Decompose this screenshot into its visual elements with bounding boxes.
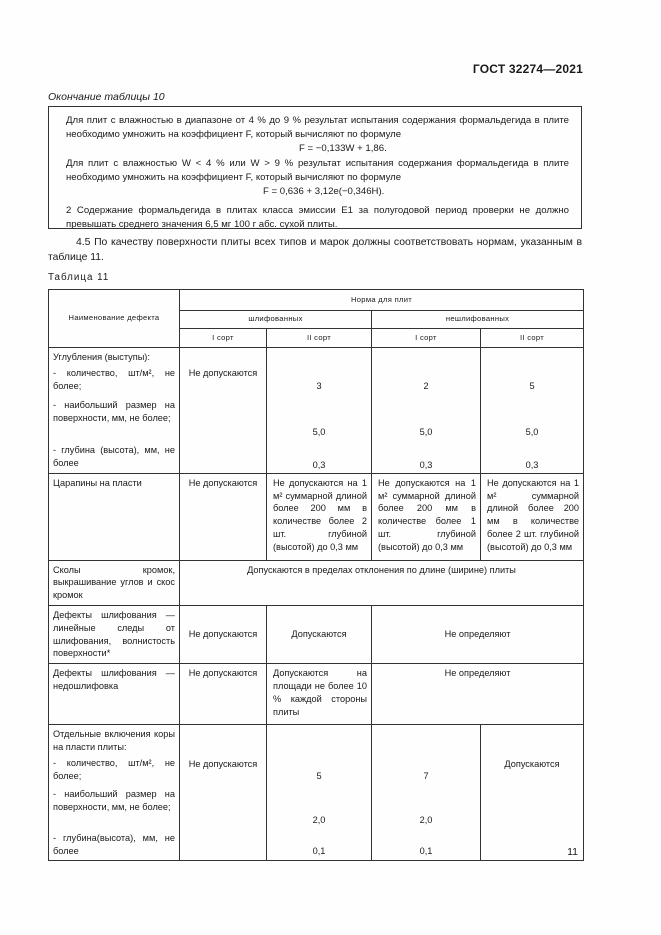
- page-number: 11: [567, 846, 578, 858]
- row2-sanded-grade-1: Не допускаются: [180, 473, 267, 560]
- row4-sanded-grade-2: Допускаются: [267, 605, 372, 663]
- row1-unsanded-grade-1-depth: 0,3: [419, 460, 433, 470]
- table-row: [49, 473, 584, 560]
- paragraph-4-5: 4.5 По качеству поверхности плиты всех типов и марок должны соответствовать нормам, указанным в таблице 11.: [48, 237, 582, 263]
- row6-unsanded-grade-1-count: 7: [423, 771, 429, 782]
- table-caption: Таблица 11: [48, 272, 110, 283]
- row1-sanded-grade-1: Не допускаются: [180, 348, 267, 474]
- row6-item-size: - наибольший размер на поверхности, мм, не более;: [53, 789, 175, 813]
- row1-unsanded-grade-1-count: 2: [423, 381, 429, 391]
- row1-item-count: - количество, шт/м², не более;: [53, 368, 175, 391]
- row2-name: Царапины на пласти: [49, 473, 180, 560]
- row1-item-depth: - глубина (высота), мм, не более: [53, 445, 175, 468]
- row6-sanded-grade-2-count: 5: [316, 771, 322, 782]
- row1-item-size: - наибольший размер на поверхности, мм, не более;: [53, 400, 175, 423]
- row1-sanded-grade-2-count: 3: [316, 381, 322, 391]
- table-row: [49, 664, 584, 725]
- row6-title: Отдельные включения коры на пласти плиты:: [53, 729, 175, 753]
- header-sanded-grade-1: I сорт: [180, 329, 267, 348]
- header-defect-name: Наименование дефекта: [49, 290, 180, 348]
- header-unsanded-grade-2: II сорт: [481, 329, 584, 348]
- row1-unsanded-grade-2-count: 5: [529, 381, 535, 391]
- row4-unsanded: Не определяют: [372, 605, 584, 663]
- row6-item-depth: - глубина(высота), мм, не более: [53, 833, 175, 857]
- header-unsanded-grade-1: I сорт: [372, 329, 481, 348]
- header-sanded-grade-2: II сорт: [267, 329, 372, 348]
- note-1b-text: Для плит с влажностью W < 4 % или W > 9 % результат испытания содержания формальдегида в плите необходимо умножить на коэффициент F, который вычисляют по формуле: [66, 158, 569, 183]
- notes-box: [48, 106, 582, 229]
- row3-name: Сколы кромок, выкрашивание углов и скос кромок: [49, 560, 180, 605]
- row4-name: Дефекты шлифования — линейные следы от шлифования, волнистость поверхности*: [49, 605, 180, 663]
- note-1-text: Для плит с влажностью в диапазоне от 4 % до 9 % результат испытания содержания формальдегида в плите необходимо умножить на коэффициент F, который вычисляют по формуле: [66, 115, 569, 140]
- row6-unsanded-grade-1-depth: 0,1: [419, 846, 433, 857]
- table-row: [49, 560, 584, 605]
- row6-unsanded-grade-2: Допускаются: [481, 725, 584, 861]
- header-unsanded: нешлифованных: [372, 311, 584, 329]
- row6-sanded-grade-1: Не допускаются: [180, 725, 267, 861]
- header-norm: Норма для плит: [180, 290, 584, 311]
- row4-sanded-grade-1: Не допускаются: [180, 605, 267, 663]
- row1-sanded-grade-2-depth: 0,3: [312, 460, 326, 470]
- row5-sanded-grade-2: Допускаются на площади не более 10 % каждой стороны плиты: [267, 664, 372, 725]
- row1-unsanded-grade-2-depth: 0,3: [525, 460, 539, 470]
- row5-sanded-grade-1: Не допускаются: [180, 664, 267, 725]
- row1-unsanded-grade-1-size: 5,0: [419, 427, 433, 437]
- row6-sanded-grade-2-depth: 0,1: [312, 846, 326, 857]
- row6-item-count: - количество, шт/м², не более;: [53, 758, 175, 782]
- row6-unsanded-grade-1-size: 2,0: [419, 815, 433, 826]
- row1-unsanded-grade-2-size: 5,0: [525, 427, 539, 437]
- row1-title: Углубления (выступы):: [53, 352, 150, 362]
- table-row: [49, 605, 584, 663]
- row6-sanded-grade-2-size: 2,0: [312, 815, 326, 826]
- row2-unsanded-grade-2: Не допускаются на 1 м² суммарной длиной более 200 мм в количестве более 2 шт. глубиной (высотой) до 0,3 мм: [481, 473, 584, 560]
- row2-sanded-grade-2: Не допускаются на 1 м² суммарной длиной более 200 мм в количестве более 2 шт. глубиной (высотой) до 0,3 мм: [267, 473, 372, 560]
- formula-2: F = 0,636 + 3,12e(−0,346H).: [263, 186, 385, 197]
- row1-sanded-grade-2-size: 5,0: [312, 427, 326, 437]
- header-sanded: шлифованных: [180, 311, 372, 329]
- document-id: ГОСТ 32274—2021: [472, 62, 583, 76]
- row3-value: Допускаются в пределах отклонения по длине (ширине) плиты: [180, 560, 584, 605]
- table-row: [49, 348, 584, 474]
- table-row: [49, 725, 584, 861]
- table-continuation-label: Окончание таблицы 10: [48, 91, 165, 103]
- row2-unsanded-grade-1: Не допускаются на 1 м² суммарной длиной более 200 мм в количестве более 1 шт. глубиной (высотой) до 0,3 мм: [372, 473, 481, 560]
- row5-name: Дефекты шлифования — недошлифовка: [49, 664, 180, 725]
- note-2-text: 2 Содержание формальдегида в плитах класса эмиссии Е1 за полугодовой период проверки не должно превышать среднего значения 6,5 мг 100 г абс. сухой плиты.: [66, 205, 569, 230]
- defects-table: [48, 289, 584, 861]
- formula-1: F = −0,133W + 1,86.: [299, 143, 387, 154]
- row5-unsanded: Не определяют: [372, 664, 584, 725]
